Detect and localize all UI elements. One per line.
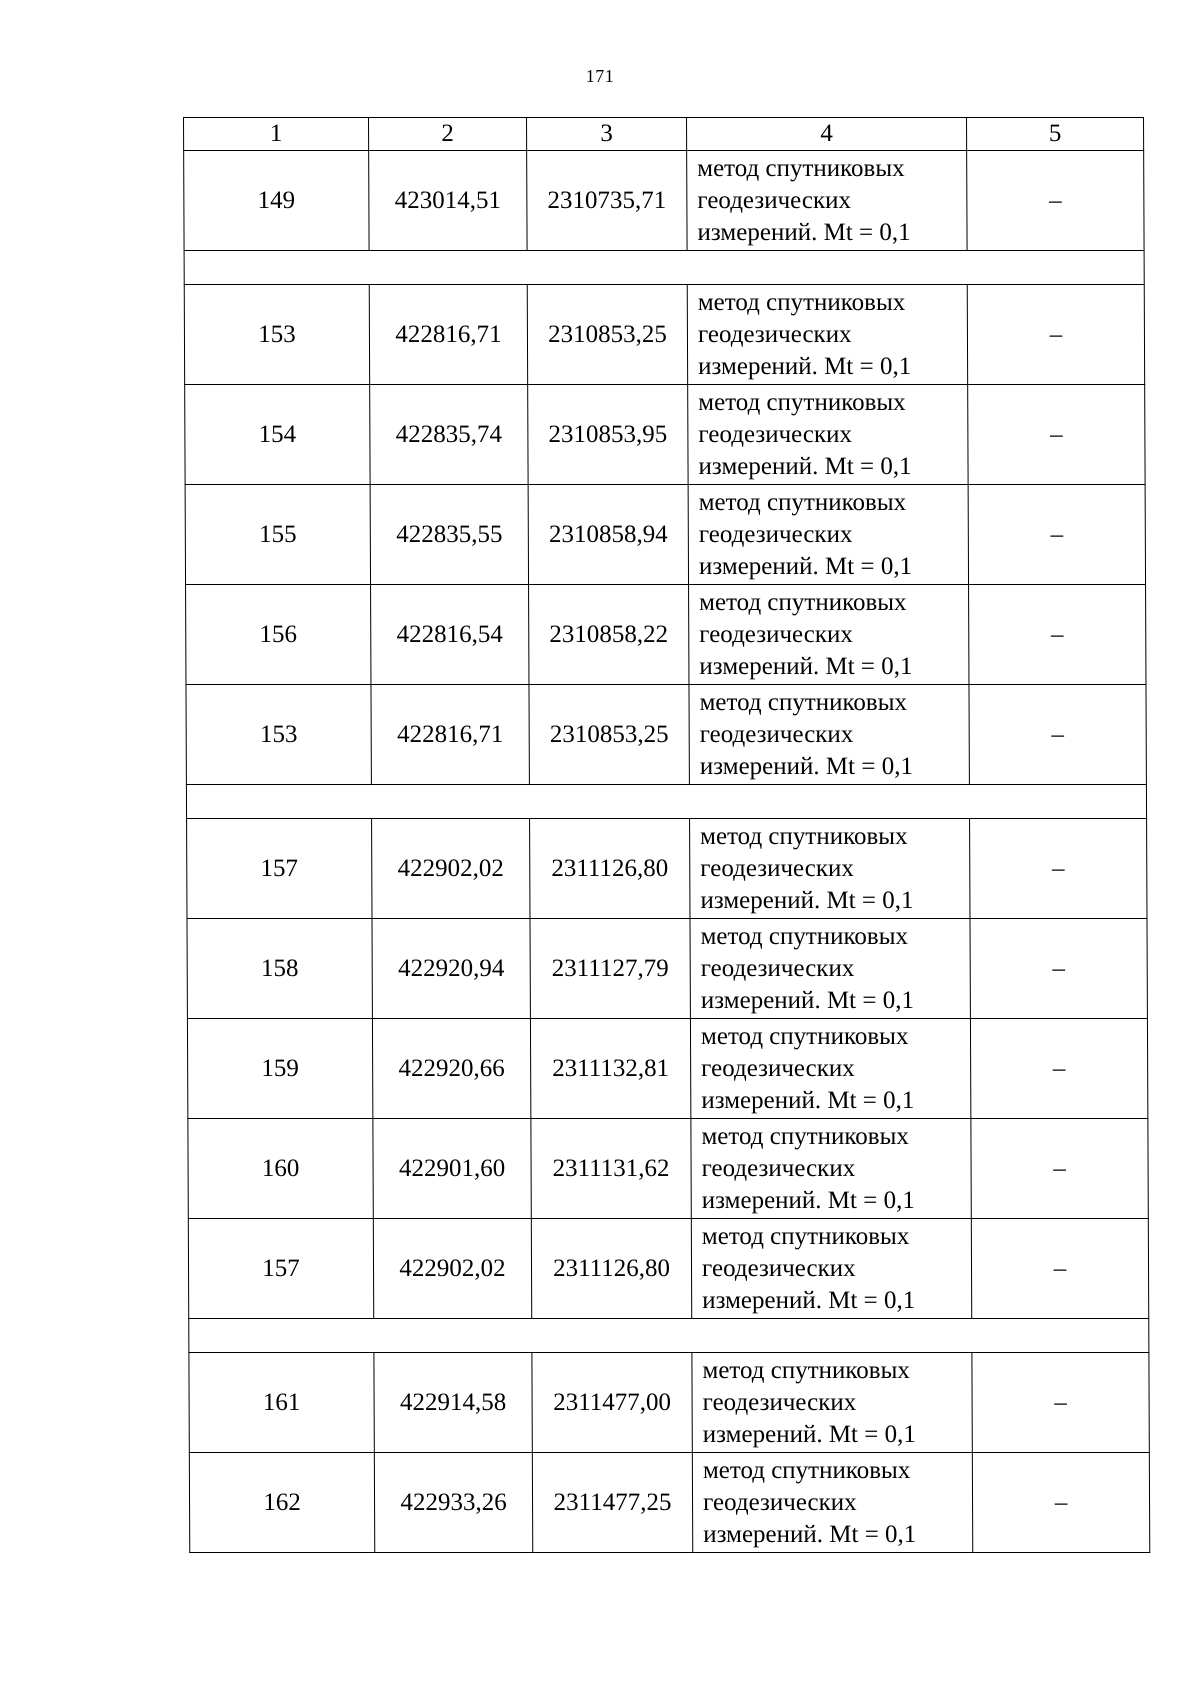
header-cell-4: 4 bbox=[687, 118, 967, 151]
method-line: метод спутниковых bbox=[701, 1122, 909, 1150]
method-line: измерений. Mt = 0,1 bbox=[698, 552, 913, 580]
table-row bbox=[188, 1219, 1148, 1319]
method-line: измерений. Mt = 0,1 bbox=[700, 886, 914, 914]
column-5-cell: – bbox=[971, 1119, 1148, 1219]
y-coordinate-cell: 2310858,22 bbox=[529, 585, 689, 685]
method-line: метод спутниковых bbox=[700, 822, 908, 850]
table-header-row bbox=[184, 118, 1144, 151]
method-line: метод спутниковых bbox=[700, 922, 909, 950]
table-row bbox=[186, 685, 1146, 785]
point-number-cell: 149 bbox=[184, 151, 369, 251]
method-line: измерений. Mt = 0,1 bbox=[703, 1520, 917, 1548]
x-coordinate-cell: 422914,58 bbox=[374, 1353, 532, 1453]
point-number-cell: 153 bbox=[184, 285, 369, 385]
column-5-cell: – bbox=[971, 1219, 1148, 1319]
table-body bbox=[184, 118, 1150, 1553]
method-line: измерений. Mt = 0,1 bbox=[697, 218, 911, 246]
point-number-cell: 153 bbox=[186, 685, 371, 785]
column-5-cell: – bbox=[970, 1019, 1147, 1119]
method-line: геодезических bbox=[699, 720, 854, 748]
method-line: измерений. Mt = 0,1 bbox=[698, 452, 912, 480]
method-cell bbox=[691, 1219, 971, 1319]
method-line: геодезических bbox=[700, 854, 854, 882]
x-coordinate-cell: 422816,71 bbox=[369, 285, 527, 385]
table-row bbox=[185, 485, 1145, 585]
y-coordinate-cell: 2311477,00 bbox=[532, 1353, 692, 1453]
column-5-cell: – bbox=[972, 1353, 1149, 1453]
method-cell bbox=[687, 285, 967, 385]
y-coordinate-cell: 2311131,62 bbox=[531, 1119, 691, 1219]
column-5-cell: – bbox=[969, 585, 1146, 685]
method-cell bbox=[689, 585, 969, 685]
x-coordinate-cell: 423014,51 bbox=[369, 151, 527, 251]
coordinates-table bbox=[183, 117, 1150, 1553]
method-line: измерений. Mt = 0,1 bbox=[698, 352, 912, 380]
point-number-cell: 159 bbox=[187, 1019, 372, 1119]
method-line: геодезических bbox=[698, 520, 853, 548]
method-line: метод спутниковых bbox=[701, 1222, 910, 1250]
method-line: измерений. Mt = 0,1 bbox=[699, 652, 913, 680]
column-5-cell: – bbox=[967, 151, 1144, 251]
point-number-cell: 157 bbox=[187, 819, 372, 919]
column-5-cell: – bbox=[970, 819, 1147, 919]
point-number-cell: 154 bbox=[185, 385, 370, 485]
separator-cell bbox=[186, 785, 1146, 819]
x-coordinate-cell: 422920,66 bbox=[372, 1019, 530, 1119]
x-coordinate-cell: 422902,02 bbox=[372, 819, 530, 919]
column-5-cell: – bbox=[968, 385, 1145, 485]
table-row bbox=[186, 585, 1146, 685]
x-coordinate-cell: 422920,94 bbox=[372, 919, 530, 1019]
page-number: 171 bbox=[585, 66, 615, 86]
method-line: геодезических bbox=[701, 1054, 855, 1082]
point-number-cell: 162 bbox=[189, 1453, 374, 1553]
table-row bbox=[184, 285, 1144, 385]
column-5-cell: – bbox=[968, 485, 1145, 585]
method-line: метод спутниковых bbox=[698, 488, 907, 516]
method-line: геодезических bbox=[698, 420, 853, 448]
method-cell bbox=[688, 485, 968, 585]
table-row bbox=[187, 919, 1147, 1019]
y-coordinate-cell: 2310858,94 bbox=[528, 485, 688, 585]
y-coordinate-cell: 2310853,25 bbox=[529, 685, 689, 785]
method-line: геодезических bbox=[701, 1154, 856, 1182]
x-coordinate-cell: 422901,60 bbox=[373, 1119, 531, 1219]
y-coordinate-cell: 2311126,80 bbox=[530, 819, 690, 919]
column-5-cell: – bbox=[972, 1453, 1149, 1553]
method-cell bbox=[687, 151, 967, 251]
point-number-cell: 155 bbox=[185, 485, 370, 585]
method-cell bbox=[692, 1353, 972, 1453]
method-line: метод спутниковых bbox=[699, 688, 908, 716]
y-coordinate-cell: 2310735,71 bbox=[527, 151, 687, 251]
y-coordinate-cell: 2310853,95 bbox=[528, 385, 688, 485]
header-cell-2: 2 bbox=[369, 118, 527, 151]
y-coordinate-cell: 2310853,25 bbox=[527, 285, 687, 385]
point-number-cell: 158 bbox=[187, 919, 372, 1019]
point-number-cell: 156 bbox=[186, 585, 371, 685]
method-line: метод спутниковых bbox=[702, 1456, 911, 1484]
column-5-cell: – bbox=[967, 285, 1144, 385]
separator-cell bbox=[189, 1319, 1149, 1353]
method-cell bbox=[688, 385, 968, 485]
column-5-cell: – bbox=[970, 919, 1147, 1019]
method-line: геодезических bbox=[699, 620, 853, 648]
method-cell bbox=[690, 919, 970, 1019]
point-number-cell: 157 bbox=[188, 1219, 373, 1319]
method-line: измерений. Mt = 0,1 bbox=[701, 1186, 915, 1214]
table-row bbox=[187, 819, 1147, 919]
header-cell-5: 5 bbox=[967, 118, 1144, 151]
method-line: измерений. Mt = 0,1 bbox=[700, 986, 914, 1014]
x-coordinate-cell: 422816,71 bbox=[371, 685, 529, 785]
method-line: метод спутниковых bbox=[697, 154, 905, 182]
method-cell bbox=[689, 685, 969, 785]
y-coordinate-cell: 2311477,25 bbox=[532, 1453, 692, 1553]
x-coordinate-cell: 422902,02 bbox=[373, 1219, 531, 1319]
header-cell-3: 3 bbox=[527, 118, 687, 151]
table-row bbox=[189, 1353, 1149, 1453]
method-cell bbox=[692, 1453, 972, 1553]
point-number-cell: 160 bbox=[188, 1119, 373, 1219]
method-line: геодезических bbox=[701, 1254, 856, 1282]
method-line: метод спутниковых bbox=[698, 388, 906, 416]
y-coordinate-cell: 2311132,81 bbox=[530, 1019, 690, 1119]
column-5-cell: – bbox=[969, 685, 1146, 785]
header-cell-1: 1 bbox=[184, 118, 369, 151]
x-coordinate-cell: 422835,74 bbox=[370, 385, 528, 485]
table-row bbox=[185, 385, 1145, 485]
method-cell bbox=[690, 1019, 970, 1119]
point-number-cell: 161 bbox=[189, 1353, 374, 1453]
method-line: геодезических bbox=[697, 320, 852, 348]
method-cell bbox=[691, 1119, 971, 1219]
method-line: геодезических bbox=[697, 186, 852, 214]
x-coordinate-cell: 422933,26 bbox=[374, 1453, 532, 1553]
method-line: измерений. Mt = 0,1 bbox=[702, 1286, 916, 1314]
method-line: метод спутниковых bbox=[702, 1356, 910, 1384]
method-line: метод спутниковых bbox=[699, 588, 907, 616]
x-coordinate-cell: 422816,54 bbox=[371, 585, 529, 685]
section-separator-row bbox=[189, 1319, 1149, 1353]
method-line: метод спутниковых bbox=[700, 1022, 909, 1050]
method-line: измерений. Mt = 0,1 bbox=[702, 1420, 916, 1448]
method-line: геодезических bbox=[702, 1388, 857, 1416]
method-cell bbox=[690, 819, 970, 919]
x-coordinate-cell: 422835,55 bbox=[370, 485, 528, 585]
y-coordinate-cell: 2311127,79 bbox=[530, 919, 690, 1019]
method-line: измерений. Mt = 0,1 bbox=[701, 1086, 915, 1114]
table-row bbox=[184, 151, 1144, 251]
method-line: геодезических bbox=[702, 1488, 857, 1516]
separator-cell bbox=[184, 251, 1144, 285]
section-separator-row bbox=[186, 785, 1146, 819]
y-coordinate-cell: 2311126,80 bbox=[531, 1219, 691, 1319]
table-row bbox=[188, 1119, 1148, 1219]
table-row bbox=[187, 1019, 1147, 1119]
method-line: геодезических bbox=[700, 954, 855, 982]
table-row bbox=[189, 1453, 1149, 1553]
section-separator-row bbox=[184, 251, 1144, 285]
method-line: метод спутниковых bbox=[697, 288, 906, 316]
method-line: измерений. Mt = 0,1 bbox=[699, 752, 913, 780]
